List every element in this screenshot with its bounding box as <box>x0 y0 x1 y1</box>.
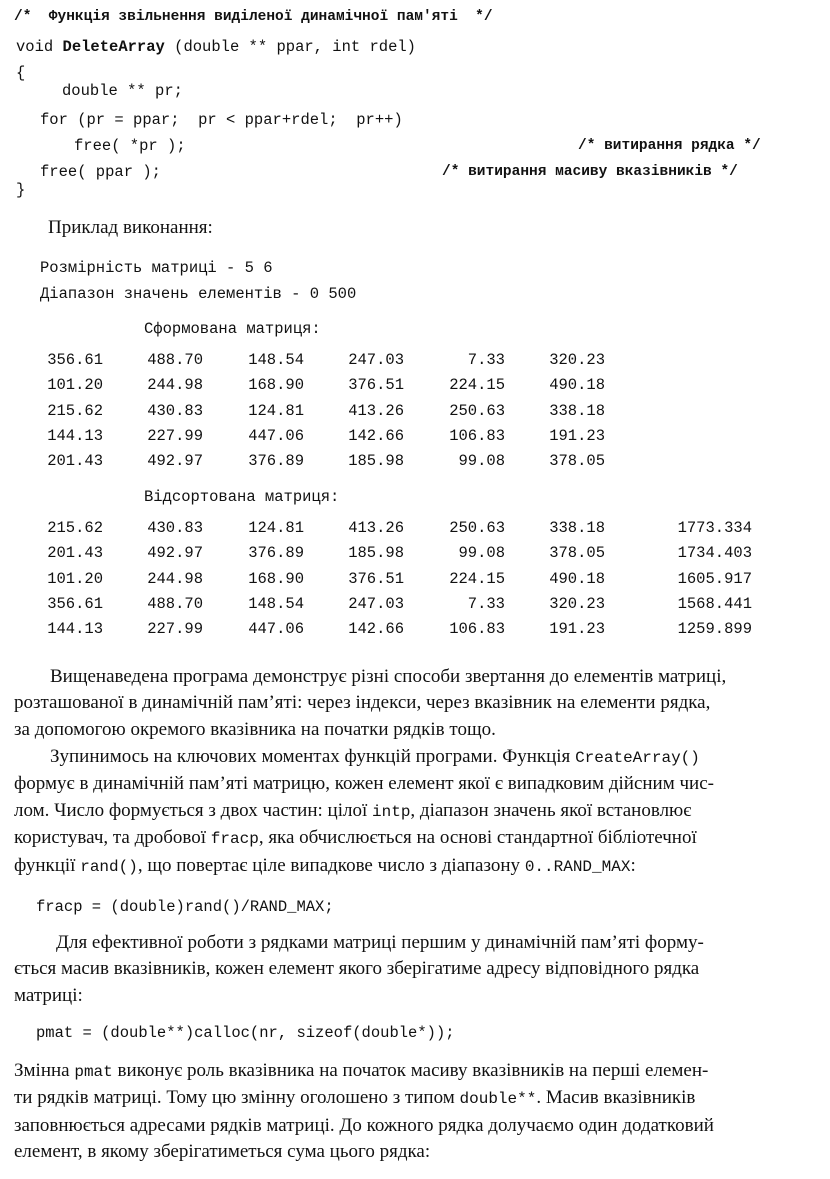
matrix-cell: 101.20 <box>47 569 103 588</box>
matrix-cell: 1568.441 <box>677 594 752 613</box>
matrix-cell: 320.23 <box>549 351 605 369</box>
matrix-cell: 447.06 <box>248 620 304 639</box>
matrix-cell: 224.15 <box>449 569 505 588</box>
matrix-cell: 7.33 <box>467 351 505 369</box>
matrix-cell: 224.15 <box>449 376 505 395</box>
matrix-cell: 215.62 <box>47 519 103 537</box>
matrix-cell: 99.08 <box>458 452 505 471</box>
matrix-cell: 376.51 <box>348 569 404 588</box>
matrix-cell: 7.33 <box>467 594 505 613</box>
paragraph-2-text: користувач, та дробової <box>14 827 211 849</box>
paragraph-4-line-4: елемент, в якому зберігатиметься сума цього рядка: <box>14 1141 431 1163</box>
matrix-cell: 191.23 <box>549 620 605 639</box>
matrix-cell: 376.51 <box>348 376 404 395</box>
matrix-cell: 250.63 <box>449 401 505 420</box>
inline-code-createarray: CreateArray() <box>575 749 700 767</box>
matrix-cell: 490.18 <box>549 569 605 588</box>
paragraph-1-line-3: за допомогою окремого вказівника на початки рядків тощо. <box>14 718 496 740</box>
paragraph-2-line-2: формує в динамічній пам’яті матрицю, кожен елемент якої є випадковим дійсним чис- <box>14 773 714 795</box>
matrix-cell: 185.98 <box>348 544 404 563</box>
matrix-cell: 430.83 <box>147 401 203 420</box>
matrix-cell: 106.83 <box>449 426 505 445</box>
inline-code-rand: rand() <box>80 857 138 876</box>
matrix-cell: 201.43 <box>47 544 103 563</box>
paragraph-4-text: ти рядків матриці. Тому цю змінну оголошено з типом <box>14 1087 460 1109</box>
matrix-cell: 101.20 <box>47 376 103 395</box>
paragraph-2-text: , яка обчислюється на основі стандартної бібліотечної <box>258 827 697 849</box>
example-heading: Приклад виконання: <box>48 217 213 238</box>
paragraph-2-text: , діапазон значень якої встановлює <box>410 799 692 821</box>
matrix-cell: 320.23 <box>549 594 605 613</box>
matrix-cell: 201.43 <box>47 452 103 471</box>
paragraph-2-line-3 <box>14 798 810 825</box>
code-brace-open: { <box>16 64 26 82</box>
matrix-cell: 1734.403 <box>677 544 752 563</box>
matrix-cell: 168.90 <box>248 376 304 395</box>
matrix-cell: 124.81 <box>248 519 304 537</box>
matrix-cell: 168.90 <box>248 569 304 588</box>
matrix-cell: 356.61 <box>47 594 103 613</box>
paragraph-4-line-2 <box>14 1085 810 1112</box>
matrix-cell: 1259.899 <box>677 620 752 639</box>
matrix-cell: 376.89 <box>248 452 304 471</box>
paragraph-2-text: : <box>630 854 636 876</box>
paragraph-4-line-1 <box>14 1058 810 1085</box>
code-free-row-comment: /* витирання рядка */ <box>578 138 761 154</box>
matrix-cell: 227.99 <box>147 620 203 639</box>
matrix-cell: 356.61 <box>47 351 103 369</box>
paragraph-4-line-3: заповнюється адресами рядків матриці. До кожного рядка долучаємо один додатковий <box>14 1114 714 1136</box>
code-signature <box>16 38 416 56</box>
inline-code-intp: intp <box>372 802 411 821</box>
paragraph-3-line-1: Для ефективної роботи з рядками матриці першим у динамічній пам’яті форму- <box>56 932 704 953</box>
code-comment-header: /* Функція звільнення виділеної динамічної пам'яті */ <box>14 9 493 25</box>
matrix-cell: 148.54 <box>248 351 304 369</box>
paragraph-1-line-1: Вищенаведена програма демонструє різні способи звертання до елементів матриці, <box>50 666 727 687</box>
matrix-cell: 185.98 <box>348 452 404 471</box>
matrix-cell: 492.97 <box>147 544 203 563</box>
matrix-cell: 144.13 <box>47 620 103 639</box>
matrix-cell: 99.08 <box>458 544 505 563</box>
matrix-cell: 492.97 <box>147 452 203 471</box>
matrix-cell: 1773.334 <box>677 519 752 537</box>
code-free-ppar-comment: /* витирання масиву вказівників */ <box>442 164 738 180</box>
matrix-cell: 244.98 <box>147 376 203 395</box>
matrix-cell: 430.83 <box>147 519 203 537</box>
matrix-cell: 191.23 <box>549 426 605 445</box>
paragraph-3-line-3: матриці: <box>14 984 83 1006</box>
matrix-cell: 247.03 <box>348 594 404 613</box>
matrix-cell: 148.54 <box>248 594 304 613</box>
code-pmat: pmat = (double**)calloc(nr, sizeof(double*)); <box>36 1024 455 1042</box>
paragraph-4-text: . Масив вказівників <box>536 1087 696 1109</box>
code-fracp: fracp = (double)rand()/RAND_MAX; <box>36 898 334 916</box>
output-dimensions: Розмірність матриці - 5 6 <box>40 259 273 277</box>
code-brace-close: } <box>16 181 26 199</box>
paragraph-4-text: Змінна <box>14 1060 75 1081</box>
paragraph-1 <box>14 664 810 743</box>
matrix-cell: 378.05 <box>549 452 605 471</box>
formed-matrix-title: Сформована матриця: <box>144 320 321 338</box>
code-function-name: DeleteArray <box>62 38 165 56</box>
inline-code-pmat: pmat <box>74 1063 113 1081</box>
matrix-cell: 378.05 <box>549 544 605 563</box>
matrix-cell: 490.18 <box>549 376 605 395</box>
matrix-cell: 142.66 <box>348 620 404 639</box>
output-range: Діапазон значень елементів - 0 500 <box>40 285 357 303</box>
paragraph-3-line-2: ється масив вказівників, кожен елемент якого зберігатиме адресу відповідного рядка <box>14 958 700 980</box>
matrix-cell: 247.03 <box>348 351 404 369</box>
matrix-cell: 488.70 <box>147 594 203 613</box>
matrix-cell: 447.06 <box>248 426 304 445</box>
matrix-cell: 142.66 <box>348 426 404 445</box>
code-params: (double ** ppar, int rdel) <box>164 38 416 56</box>
paragraph-4-text: виконує роль вказівника на початок масиву вказівників на перші елемен- <box>112 1060 709 1081</box>
paragraph-1-line-2: розташованої в динамічній пам’яті: через індекси, через вказівник на елементи рядка, <box>14 692 711 714</box>
code-keyword-void: void <box>16 38 63 56</box>
paragraph-2 <box>14 744 810 880</box>
inline-code-rand-max-range: 0..RAND_MAX <box>524 857 631 876</box>
paragraph-4 <box>14 1058 810 1166</box>
matrix-cell: 413.26 <box>348 401 404 420</box>
matrix-cell: 413.26 <box>348 519 404 537</box>
paragraph-2-line-5 <box>14 853 810 880</box>
paragraph-3 <box>14 930 810 1009</box>
matrix-cell: 124.81 <box>248 401 304 420</box>
paragraph-2-text: Зупинимось на ключових моментах функцій програми. Функція <box>50 746 576 767</box>
sorted-matrix-title: Відсортована матриця: <box>144 488 340 506</box>
paragraph-2-line-4 <box>14 825 810 852</box>
code-free-ppar: free( ppar ); <box>40 163 161 181</box>
paragraph-2-text: , що повертає ціле випадкове число з діапазону <box>137 854 525 876</box>
matrix-cell: 1605.917 <box>677 569 752 588</box>
paragraph-2-text: функції <box>14 854 81 876</box>
matrix-cell: 376.89 <box>248 544 304 563</box>
paragraph-2-text: лом. Число формується з двох частин: цілої <box>14 799 373 821</box>
matrix-cell: 338.18 <box>549 401 605 420</box>
paragraph-2-line-1 <box>14 744 810 771</box>
matrix-cell: 215.62 <box>47 401 103 420</box>
matrix-cell: 106.83 <box>449 620 505 639</box>
matrix-cell: 144.13 <box>47 426 103 445</box>
matrix-cell: 227.99 <box>147 426 203 445</box>
code-for-loop: for (pr = ppar; pr < ppar+rdel; pr++) <box>40 111 403 129</box>
inline-code-double-ptr: double** <box>459 1090 537 1109</box>
code-declaration: double ** pr; <box>62 82 183 100</box>
matrix-cell: 244.98 <box>147 569 203 588</box>
matrix-cell: 338.18 <box>549 519 605 537</box>
inline-code-fracp: fracp <box>210 830 259 849</box>
matrix-cell: 250.63 <box>449 519 505 537</box>
code-free-row: free( *pr ); <box>74 137 186 155</box>
matrix-cell: 488.70 <box>147 351 203 369</box>
